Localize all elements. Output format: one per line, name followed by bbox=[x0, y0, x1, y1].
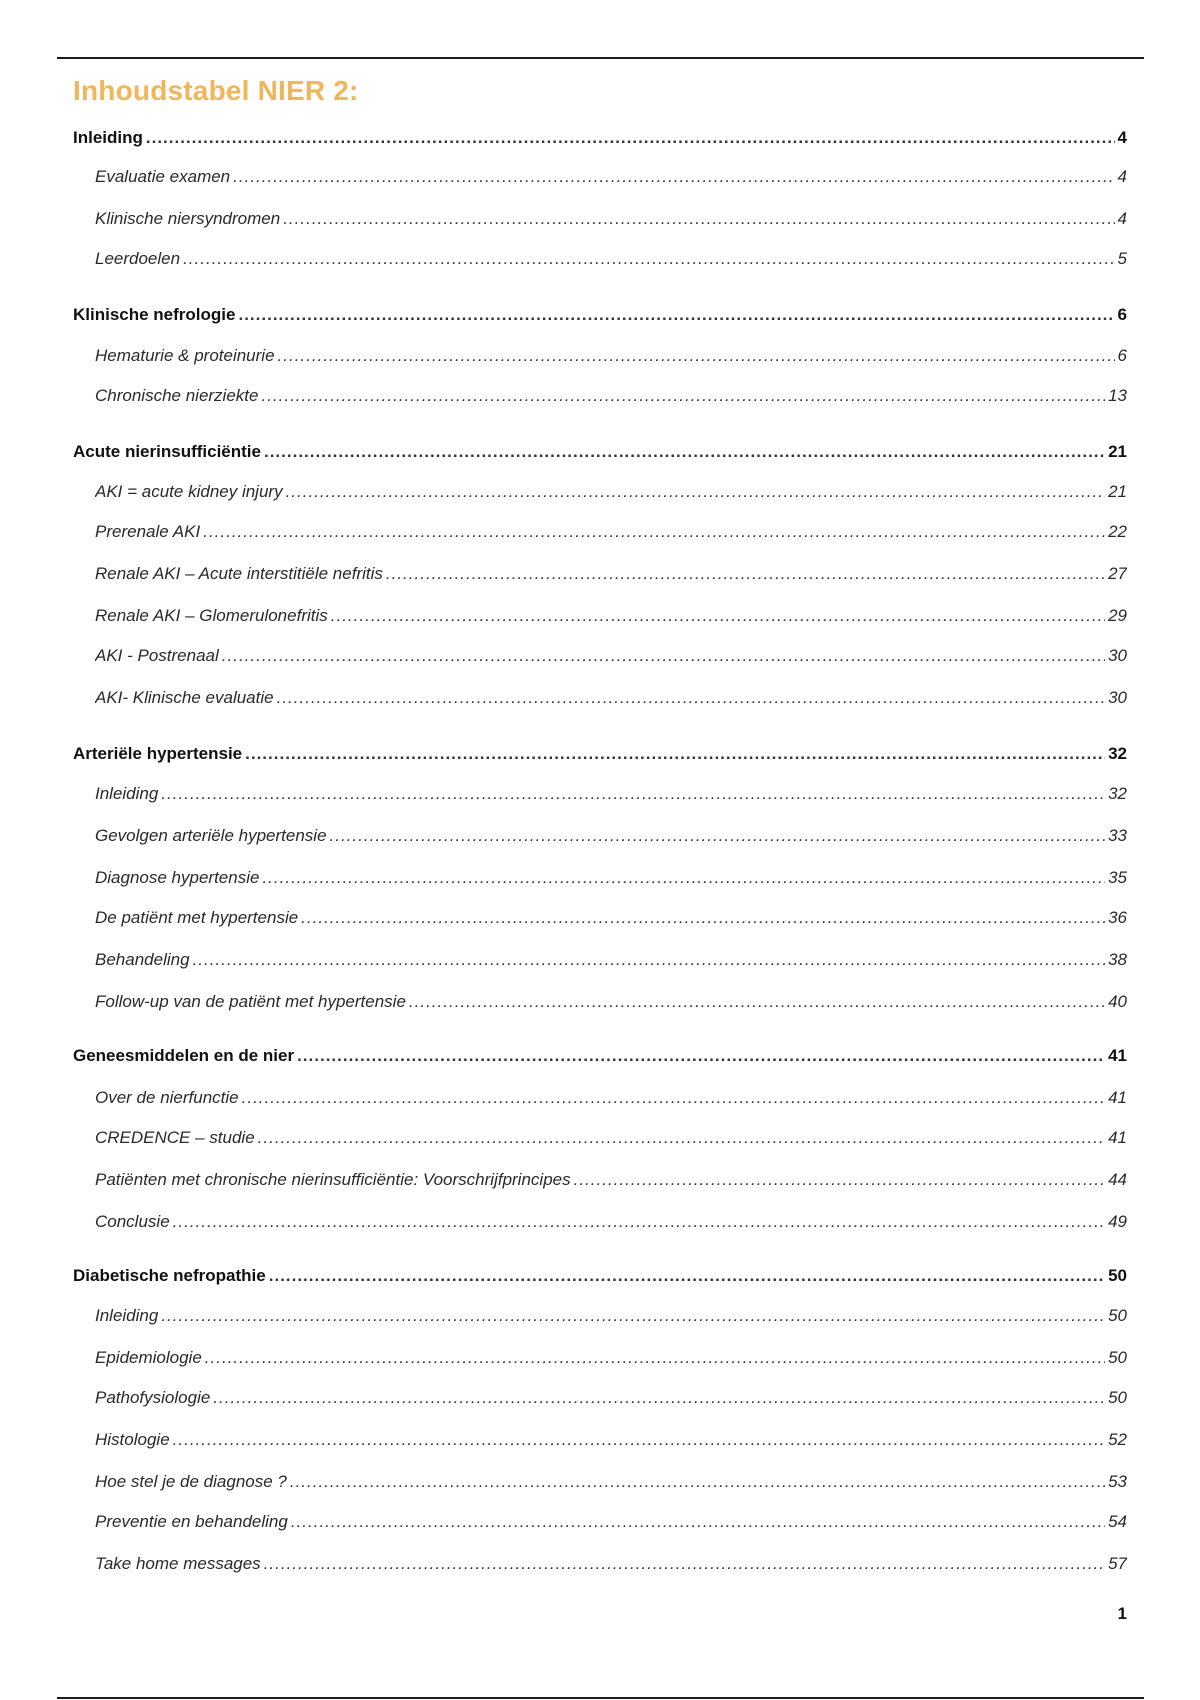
toc-subsection-entry[interactable] bbox=[95, 346, 1127, 370]
toc-subsection-entry[interactable] bbox=[95, 482, 1127, 506]
toc-dot-leader bbox=[245, 744, 1105, 764]
toc-entry-page: 50 bbox=[1108, 1348, 1127, 1367]
toc-dot-leader bbox=[269, 1266, 1105, 1286]
toc-entry-page: 53 bbox=[1108, 1472, 1127, 1491]
toc-entry-page: 6 bbox=[1117, 305, 1127, 324]
toc-dot-leader bbox=[183, 249, 1114, 269]
toc-subsection-entry[interactable] bbox=[95, 249, 1127, 273]
toc-entry-page: 50 bbox=[1108, 1266, 1127, 1285]
toc-entry-label: Renale AKI – Glomerulonefritis bbox=[95, 606, 328, 625]
toc-entry-label: CREDENCE – studie bbox=[95, 1128, 255, 1147]
toc-entry-label: Arteriële hypertensie bbox=[73, 744, 243, 763]
toc-section-entry[interactable] bbox=[73, 1266, 1127, 1290]
toc-dot-leader bbox=[222, 646, 1105, 666]
toc-entry-label: AKI - Postrenaal bbox=[95, 646, 219, 665]
toc-entry-page: 21 bbox=[1108, 482, 1127, 501]
toc-entry-label: Conclusie bbox=[95, 1212, 170, 1231]
toc-entry-label: Klinische niersyndromen bbox=[95, 209, 281, 228]
toc-subsection-entry[interactable] bbox=[95, 209, 1127, 233]
toc-entry-page: 30 bbox=[1108, 688, 1127, 707]
toc-entry-label: AKI- Klinische evaluatie bbox=[95, 688, 274, 707]
toc-subsection-entry[interactable] bbox=[95, 784, 1127, 808]
toc-subsection-entry[interactable] bbox=[95, 992, 1127, 1016]
toc-subsection-entry[interactable] bbox=[95, 1348, 1127, 1372]
toc-entry-label: Prerenale AKI bbox=[95, 522, 201, 541]
toc-section-entry[interactable] bbox=[73, 128, 1127, 152]
toc-entry-label: Hematurie & proteinurie bbox=[95, 346, 275, 365]
toc-dot-leader bbox=[574, 1170, 1105, 1190]
toc-dot-leader bbox=[286, 482, 1106, 502]
toc-dot-leader bbox=[262, 868, 1105, 888]
toc-entry-label: Diabetische nefropathie bbox=[73, 1266, 266, 1285]
toc-entry-page: 41 bbox=[1108, 1128, 1127, 1147]
toc-entry-page: 41 bbox=[1108, 1046, 1127, 1065]
toc-dot-leader bbox=[258, 1128, 1105, 1148]
toc-dot-leader bbox=[301, 908, 1105, 928]
toc-entry-label: Inleiding bbox=[73, 128, 143, 147]
toc-dot-leader bbox=[173, 1212, 1105, 1232]
toc-subsection-entry[interactable] bbox=[95, 688, 1127, 712]
toc-dot-leader bbox=[238, 305, 1114, 325]
toc-dot-leader bbox=[331, 606, 1105, 626]
toc-entry-page: 40 bbox=[1108, 992, 1127, 1011]
toc-entry-page: 50 bbox=[1108, 1388, 1127, 1407]
toc-subsection-entry[interactable] bbox=[95, 606, 1127, 630]
toc-entry-label: Geneesmiddelen en de nier bbox=[73, 1046, 295, 1065]
toc-dot-leader bbox=[278, 346, 1115, 366]
toc-entry-label: Preventie en behandeling bbox=[95, 1512, 288, 1531]
toc-subsection-entry[interactable] bbox=[95, 1472, 1127, 1496]
toc-subsection-entry[interactable] bbox=[95, 1430, 1127, 1454]
toc-dot-leader bbox=[261, 386, 1105, 406]
toc-entry-page: 4 bbox=[1117, 209, 1127, 228]
toc-subsection-entry[interactable] bbox=[95, 950, 1127, 974]
footer-rule bbox=[57, 1697, 1144, 1699]
toc-entry-page: 36 bbox=[1108, 908, 1127, 927]
toc-subsection-entry[interactable] bbox=[95, 1170, 1127, 1194]
toc-entry-label: AKI = acute kidney injury bbox=[95, 482, 283, 501]
toc-subsection-entry[interactable] bbox=[95, 564, 1127, 588]
toc-subsection-entry[interactable] bbox=[95, 646, 1127, 670]
toc-entry-page: 38 bbox=[1108, 950, 1127, 969]
toc-entry-page: 57 bbox=[1108, 1554, 1127, 1573]
toc-dot-leader bbox=[161, 784, 1105, 804]
toc-entry-page: 49 bbox=[1108, 1212, 1127, 1231]
toc-entry-label: Take home messages bbox=[95, 1554, 261, 1573]
page-title: Inhoudstabel NIER 2: bbox=[73, 75, 359, 106]
toc-entry-page: 44 bbox=[1108, 1170, 1127, 1189]
toc-dot-leader bbox=[330, 826, 1106, 846]
toc-subsection-entry[interactable] bbox=[95, 1554, 1127, 1578]
toc-subsection-entry[interactable] bbox=[95, 1212, 1127, 1236]
toc-entry-label: Epidemiologie bbox=[95, 1348, 202, 1367]
toc-dot-leader bbox=[290, 1472, 1105, 1492]
toc-dot-leader bbox=[409, 992, 1105, 1012]
toc-entry-label: Pathofysiologie bbox=[95, 1388, 211, 1407]
toc-dot-leader bbox=[146, 128, 1115, 148]
toc-entry-label: Evaluatie examen bbox=[95, 167, 231, 186]
toc-entry-page: 32 bbox=[1108, 744, 1127, 763]
toc-entry-page: 52 bbox=[1108, 1430, 1127, 1449]
toc-entry-label: Leerdoelen bbox=[95, 249, 181, 268]
toc-entry-page: 4 bbox=[1117, 167, 1127, 186]
toc-entry-page: 54 bbox=[1108, 1512, 1127, 1531]
toc-entry-page: 32 bbox=[1108, 784, 1127, 803]
toc-entry-page: 41 bbox=[1108, 1088, 1127, 1107]
toc-entry-page: 33 bbox=[1108, 826, 1127, 845]
toc-entry-label: Klinische nefrologie bbox=[73, 305, 236, 324]
toc-dot-leader bbox=[233, 167, 1114, 187]
toc-dot-leader bbox=[386, 564, 1105, 584]
toc-dot-leader bbox=[242, 1088, 1105, 1108]
toc-dot-leader bbox=[264, 1554, 1105, 1574]
toc-entry-label: Inleiding bbox=[95, 784, 159, 803]
toc-entry-label: Diagnose hypertensie bbox=[95, 868, 260, 887]
toc-dot-leader bbox=[161, 1306, 1105, 1326]
toc-dot-leader bbox=[291, 1512, 1105, 1532]
toc-dot-leader bbox=[203, 522, 1105, 542]
toc-entry-page: 4 bbox=[1117, 128, 1127, 147]
toc-subsection-entry[interactable] bbox=[95, 386, 1127, 410]
toc-entry-page: 22 bbox=[1108, 522, 1127, 541]
toc-entry-page: 27 bbox=[1108, 564, 1127, 583]
toc-dot-leader bbox=[173, 1430, 1105, 1450]
toc-dot-leader bbox=[297, 1046, 1105, 1066]
toc-dot-leader bbox=[283, 209, 1114, 229]
toc-entry-label: De patiënt met hypertensie bbox=[95, 908, 299, 927]
toc-entry-label: Behandeling bbox=[95, 950, 190, 969]
toc-section-entry[interactable] bbox=[73, 305, 1127, 329]
toc-subsection-entry[interactable] bbox=[95, 1128, 1127, 1152]
toc-subsection-entry[interactable] bbox=[95, 522, 1127, 546]
toc-section-entry[interactable] bbox=[73, 442, 1127, 466]
toc-entry-label: Patiënten met chronische nierinsufficiëntie: Voorschrijfprincipes bbox=[95, 1170, 571, 1189]
toc-entry-label: Renale AKI – Acute interstitiële nefritis bbox=[95, 564, 383, 583]
toc-entry-label: Acute nierinsufficiëntie bbox=[73, 442, 261, 461]
toc-subsection-entry[interactable] bbox=[95, 167, 1127, 191]
toc-entry-label: Hoe stel je de diagnose ? bbox=[95, 1472, 287, 1491]
toc-dot-leader bbox=[264, 442, 1105, 462]
toc-entry-page: 13 bbox=[1108, 386, 1127, 405]
toc-entry-label: Follow-up van de patiënt met hypertensie bbox=[95, 992, 406, 1011]
toc-entry-label: Gevolgen arteriële hypertensie bbox=[95, 826, 327, 845]
toc-entry-page: 21 bbox=[1108, 442, 1127, 461]
page-number: 1 bbox=[1117, 1604, 1127, 1623]
toc-subsection-entry[interactable] bbox=[95, 826, 1127, 850]
toc-entry-label: Inleiding bbox=[95, 1306, 159, 1325]
toc-subsection-entry[interactable] bbox=[95, 1088, 1127, 1112]
header-rule bbox=[57, 57, 1144, 59]
toc-entry-page: 6 bbox=[1117, 346, 1127, 365]
toc-entry-label: Histologie bbox=[95, 1430, 170, 1449]
toc-dot-leader bbox=[277, 688, 1105, 708]
toc-dot-leader bbox=[205, 1348, 1105, 1368]
toc-dot-leader bbox=[213, 1388, 1105, 1408]
toc-section-entry[interactable] bbox=[73, 1046, 1127, 1070]
toc-subsection-entry[interactable] bbox=[95, 868, 1127, 892]
toc-subsection-entry[interactable] bbox=[95, 908, 1127, 932]
toc-entry-page: 35 bbox=[1108, 868, 1127, 887]
toc-entry-page: 50 bbox=[1108, 1306, 1127, 1325]
toc-subsection-entry[interactable] bbox=[95, 1512, 1127, 1536]
toc-entry-label: Over de nierfunctie bbox=[95, 1088, 239, 1107]
toc-subsection-entry[interactable] bbox=[95, 1388, 1127, 1412]
toc-subsection-entry[interactable] bbox=[95, 1306, 1127, 1330]
toc-dot-leader bbox=[193, 950, 1106, 970]
toc-entry-page: 29 bbox=[1108, 606, 1127, 625]
toc-section-entry[interactable] bbox=[73, 744, 1127, 768]
toc-entry-page: 5 bbox=[1117, 249, 1127, 268]
toc-entry-page: 30 bbox=[1108, 646, 1127, 665]
toc-entry-label: Chronische nierziekte bbox=[95, 386, 259, 405]
